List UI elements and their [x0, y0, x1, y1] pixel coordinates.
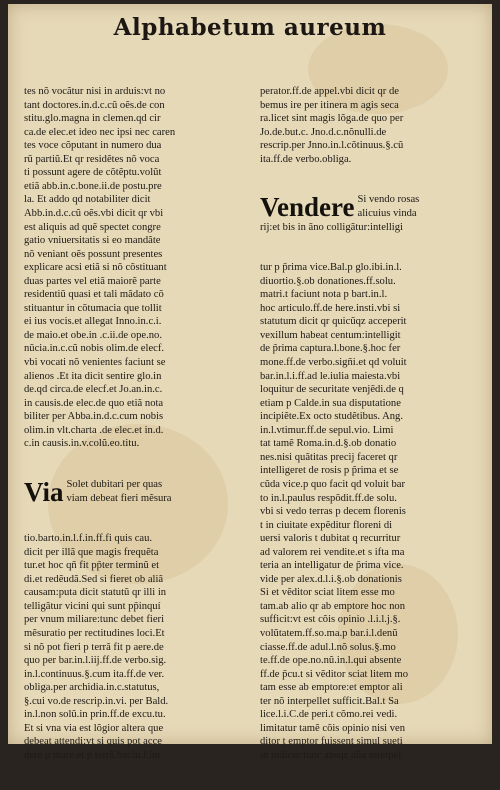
text-line: mẽsuratio per rectitudines loci.Et — [24, 627, 165, 639]
text-line: debeat attendi:vt si quis pot acce — [24, 736, 162, 748]
text-line: in.l.vtimur.ff.de sepul.vio. Limi — [260, 424, 394, 436]
page-header-title: Alphabetum aureum — [113, 14, 387, 41]
text-line: duas partes vel etiã maiorẽ parte — [24, 275, 161, 287]
text-line: ei ius vocis.et allegat Inno.in.c.i. — [24, 316, 162, 328]
text-line: dere p mare.et p terrã.bar.in.l.im — [24, 749, 161, 761]
text-line: obliga.per archidia.in.c.statutus, — [24, 682, 160, 694]
text-line: quo per bar.in.l.iij.ff.de verbo.sig. — [24, 655, 167, 667]
text-line: t in ciuitate expẽditur floreni di — [260, 519, 393, 531]
drop-capital: Vendere — [260, 193, 355, 223]
text-line: gatio vniuersitatis si eo mandãte — [24, 235, 161, 247]
text-line: volũtatem.ff.so.ma.p bar.i.l.denũ — [260, 627, 398, 639]
text-line: de maio.et obe.in .c.ii.de ope.no. — [24, 329, 162, 341]
text-line: Si vendo rosas — [357, 194, 420, 206]
text-line: tio.barto.in.l.f.in.ff.fi quis cau. — [24, 533, 153, 545]
text-line: lice.l.i.C.de peri.t cõmo.rei vedi. — [260, 709, 398, 721]
text-line: rũ partiũ.Et qr residẽtes nõ voca — [24, 153, 160, 165]
text-line: in causis.de elec.de quo etiã nota — [24, 397, 164, 409]
text-line: c.in causis.in.v.colũ.eo.titu. — [24, 438, 140, 450]
text-line: incipiẽte.Ex octo studẽtibus. Ang. — [260, 411, 403, 423]
text-line: tant doctores.in.d.c.cũ oẽs.de con — [24, 99, 165, 111]
text-line: tur.et hoc qñ fit pp̃ter terminũ et — [24, 560, 160, 572]
text-line: de.qd circa.de elecf.et Jo.an.in.c. — [24, 384, 163, 396]
text-line: Et si vna via est lõgior altera que — [24, 722, 164, 734]
left-text-column — [24, 58, 244, 790]
text-line: in.l.non solũ.in prin.ff.de excu.tu. — [24, 709, 166, 721]
text-line: teria an intelligatur de p̃rima vice. — [260, 560, 404, 572]
text-line: rij:et bis in ãno colligãtur:intelligi — [260, 221, 403, 233]
text-line: vexillum habeat centum:intelligit — [260, 329, 401, 341]
text-line: tat tamẽ Roma.in.d.§.ob donatio — [260, 438, 397, 450]
text-line: ca.de elec.et ideo nec ipsi nec caren — [24, 126, 176, 138]
text-line: vide per alex.d.l.i.§.ob donationis — [260, 573, 402, 585]
text-line: residentiũ quasi et tali mãdato cõ — [24, 289, 164, 301]
text-line: §.cui vo.de rescrip.in.vi. per Bald. — [24, 695, 169, 707]
text-line: loquitur de securitate venjẽdi.de q — [260, 384, 404, 396]
text-line: ciasse.ff.de adul.l.nõ solus.§.mo — [260, 641, 396, 653]
text-line: nes.nisi quãtitas precij faceret qr — [260, 451, 398, 463]
text-line: nũcia.in.c.cũ nobis olim.de elecf. — [24, 343, 165, 355]
text-line: ter nõ interpellet sufficit.Bal.t Sa — [260, 695, 399, 707]
text-line: tes voce cõputant in numero dua — [24, 140, 162, 152]
text-line: ti possunt agere de cõtẽptu.volũt — [24, 167, 162, 179]
text-line: diuortio.§.ob donationes.ff.solu. — [260, 275, 396, 287]
text-line: te.ff.de ope.no.nũ.in.l.qui absente — [260, 655, 402, 667]
text-line: biliter per Abba.in.d.c.cum nobis — [24, 411, 164, 423]
right-text-column — [260, 58, 486, 790]
text-line: bar.in.l.i.ff.ad le.iulia maiesta.vbi — [260, 370, 401, 382]
text-line: ditor t emptor fuissent simul sueti — [260, 736, 403, 748]
text-line: vbi si vedo terras p decem florenis — [260, 506, 406, 518]
text-line: rescrip.per Jnno.in.l.cõtinuus.§.cũ — [260, 140, 404, 152]
text-line: in iudicio:tunc absqz alia interpel — [260, 749, 402, 761]
text-line: tur p p̃rima vice.Bal.p glo.ibi.in.l. — [260, 262, 402, 274]
text-line: di.et redẽudã.Sed si fieret ob aliã — [24, 573, 164, 585]
text-line: ra.licet sint magis lõga.de quo per — [260, 113, 404, 125]
text-line: alienos .Et ita dicit sentire glo.in — [24, 370, 162, 382]
text-line: causam:puta dicit statutũ qr illi in — [24, 587, 167, 599]
text-line: dicit per illã que magis frequẽta — [24, 546, 159, 558]
text-line: nõ veniant oẽs possunt presentes — [24, 248, 163, 260]
text-line: ita.ff.de verbo.obliga. — [260, 153, 352, 165]
text-line: limitatur tamẽ cõis opinio nisi ven — [260, 722, 406, 734]
text-line: per vnum miliare:tunc debet fieri — [24, 614, 165, 626]
text-line: tam esse ab emptore:et emptor ali — [260, 682, 403, 694]
text-line: vbi vocati nõ venientes faciunt se — [24, 357, 166, 369]
text-line: stituantur in cõtumacia que tollit — [24, 302, 162, 314]
text-line: tes nõ vocãtur nisi in arduis:vt no — [24, 86, 166, 98]
text-line: cũda vice.p quo facit qd voluit bar — [260, 478, 406, 490]
left-dropcap-block — [24, 478, 244, 505]
text-line: la. Et addo qd notabiliter dicit — [24, 194, 151, 206]
text-line: olim.in vlt.charta .de elec.et in.d. — [24, 424, 164, 436]
text-line: Solet dubitari per quas — [66, 478, 163, 490]
text-line: ff.de p̃cu.t si vẽditor sciat litem mo — [260, 668, 409, 680]
text-line: est aliquis ad quẽ spectet congre — [24, 221, 161, 233]
text-line: si nõ pot fieri p terrã fit p aere.de — [24, 641, 164, 653]
text-line: alicuius vinda — [357, 208, 417, 220]
drop-capital: Via — [24, 477, 64, 506]
text-line: Si et vẽditor sciat litem esse mo — [260, 587, 395, 599]
text-line: sufficit:vt est cõis opinio .l.i.l.j.§. — [260, 614, 401, 626]
text-line: to in.l.paulus respõdit.ff.de solu. — [260, 492, 397, 504]
text-line: statutum dicit qr quicũqz acceperit — [260, 316, 407, 328]
text-line: in.l.continuus.§.cum ita.ff.de ver. — [24, 668, 165, 680]
text-line: de p̃rima captura.l.bone.§.hoc fer — [260, 343, 401, 355]
text-line: etiã abb.in.c.bone.ii.de postu.pre — [24, 180, 162, 192]
text-line: bemus ire per itinera m agis seca — [260, 99, 399, 111]
right-dropcap-block — [260, 193, 486, 234]
book-page — [8, 4, 492, 761]
text-line: tam.ab alio qr ab emptore hoc non — [260, 600, 406, 612]
text-line: viam debeat fieri mẽsura — [66, 492, 172, 504]
text-line: intelligeret de rosis p p̃rima et se — [260, 465, 399, 477]
text-line: mone.ff.de verbo.sigñi.et qd voluit — [260, 357, 407, 369]
text-line: Jo.de.but.c. Jno.d.c.nõnulli.de — [260, 126, 387, 138]
text-line: etiam p Calde.in sua disputatione — [260, 397, 401, 409]
text-line: hoc articulo.ff.de here.insti.vbi si — [260, 302, 401, 314]
text-line: matri.t faciunt nota p bart.in.l. — [260, 289, 388, 301]
text-line: perator.ff.de appel.vbi dicit qr de — [260, 86, 399, 98]
text-line: uersi valoris t dubitat q recurritur — [260, 533, 401, 545]
text-line: stitu.glo.magna in clemen.qd cir — [24, 113, 161, 125]
text-line: explicare acsi etiã si nõ cõstituant — [24, 262, 167, 274]
text-line: Abb.in.d.c.cũ oẽs.vbi dicit qr vbi — [24, 208, 164, 220]
text-line: telligãtur vicini qui sunt pp̃inquí — [24, 600, 161, 612]
text-line: ad valorem rei vendite.et s ifta ma — [260, 546, 405, 558]
